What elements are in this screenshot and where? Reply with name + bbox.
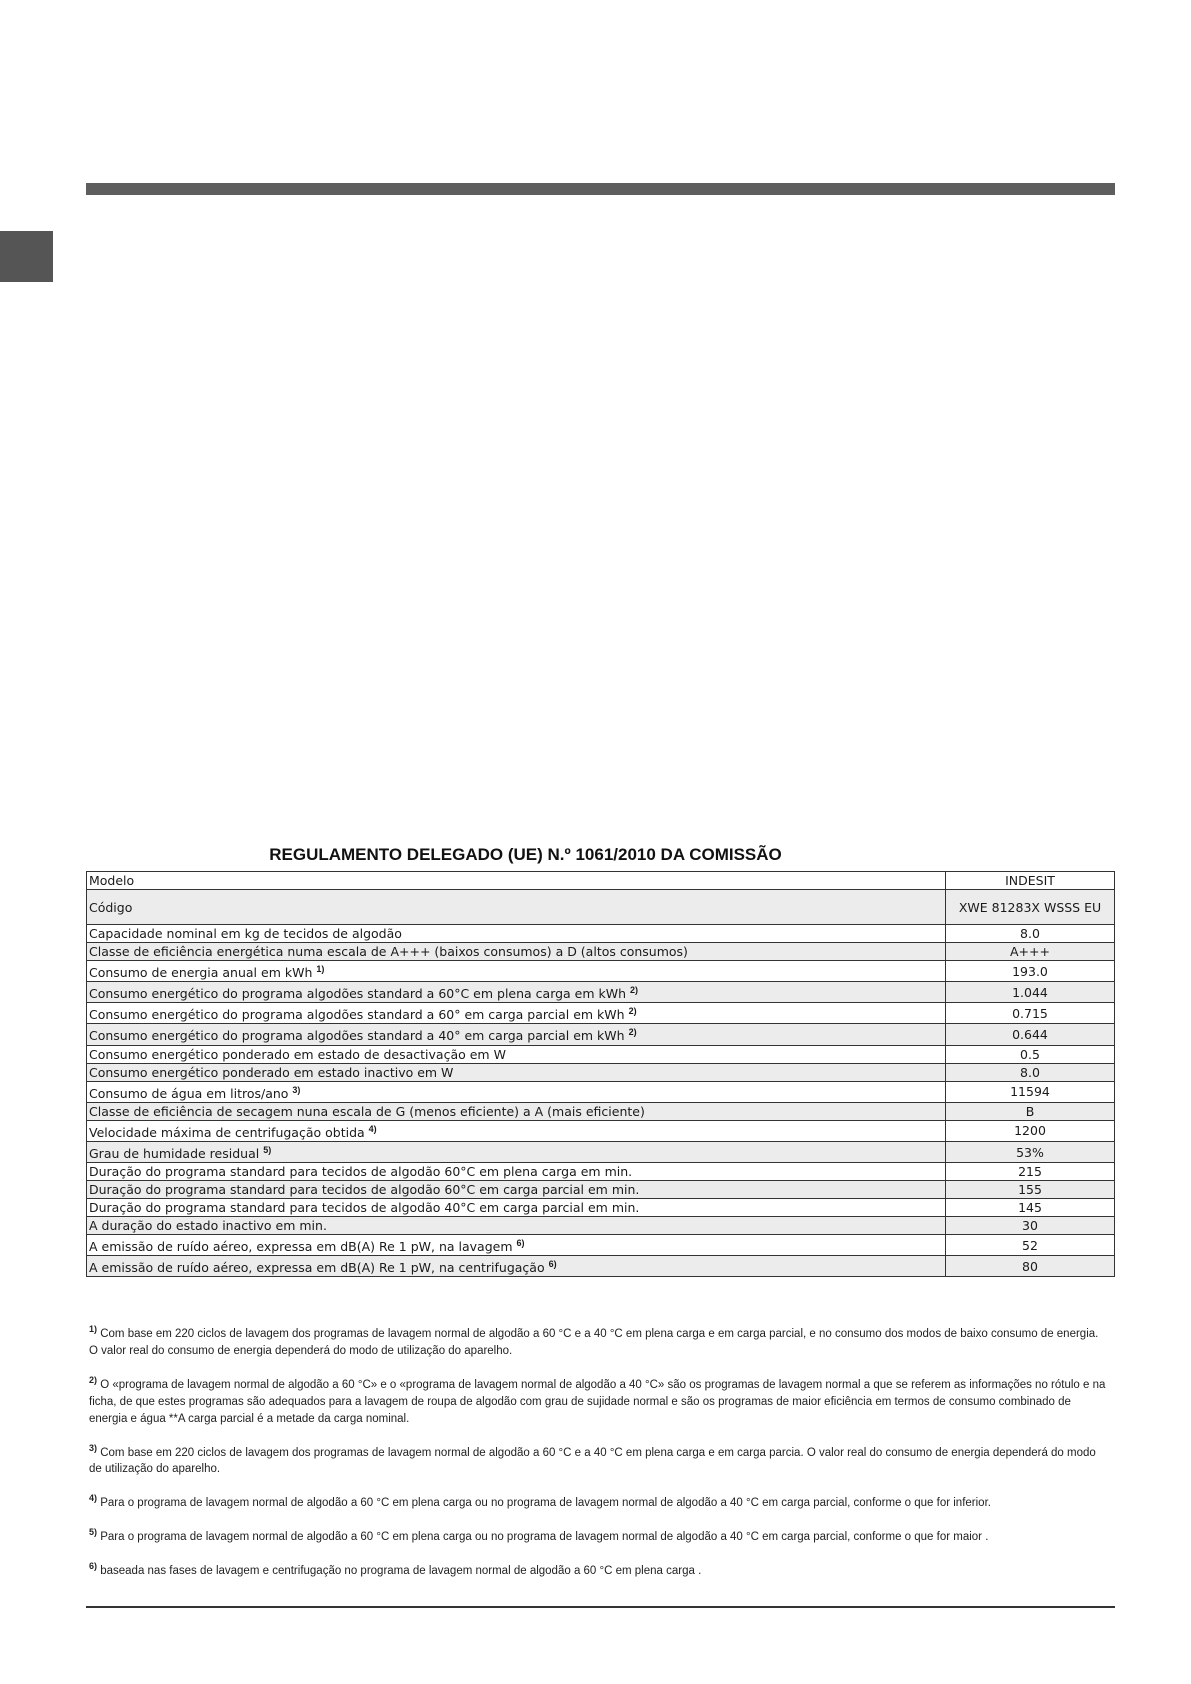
table-row	[87, 1141, 1115, 1162]
row-label: Consumo energético do programa algodões standard a 60°C em plena carga em kWh $^{2)}$	[87, 982, 946, 1003]
footnote-text: O «programa de lavagem normal de algodão a 60 °C» e o «programa de lavagem normal de algodão a 40 °C» são os programas de lavagem normal a que se referem as informações no rótulo e na ficha, de que estes programas são adequados para a lavagem de roupa de algodão com grau de sujidade normal e são os programas de maior eficiência em termos de consumo combinado de energia e água **A carga parcial é a metade da carga nominal.	[89, 1378, 1106, 1425]
footnote-number: 1)	[89, 1324, 98, 1334]
footnote-ref: 2)	[630, 985, 639, 996]
row-value: 8.0	[946, 1063, 1115, 1081]
footnote	[89, 1372, 1109, 1428]
table-row	[87, 1235, 1115, 1256]
row-value: 80	[946, 1256, 1115, 1277]
footnote-text: Para o programa de lavagem normal de algodão a 60 °C em plena carga ou no programa de lavagem normal de algodão a 40 °C em carga parcial, conforme o que for maior .	[100, 1531, 989, 1544]
table-row	[87, 1217, 1115, 1235]
table-row	[87, 1181, 1115, 1199]
row-label: Grau de humidade residual $^{5)}$	[87, 1141, 946, 1162]
row-value: 11594	[946, 1081, 1115, 1102]
row-value: 8.0	[946, 925, 1115, 943]
row-label: Velocidade máxima de centrifugação obtida $^{4)}$	[87, 1120, 946, 1141]
row-value: 1200	[946, 1120, 1115, 1141]
table-row	[87, 1003, 1115, 1024]
row-label: Classe de eficiência energética numa escala de A+++ (baixos consumos) a D (altos consumos)	[87, 943, 946, 961]
footnote-ref: 2)	[628, 1006, 637, 1017]
table-row	[87, 890, 1115, 925]
footnote-text: Com base em 220 ciclos de lavagem dos programas de lavagem normal de algodão a 60 °C e a 40 °C em plena carga e em carga parcial, e no consumo dos modos de baixo consumo de energia. O valor real do consumo de energia dependerá do modo de utilização do aparelho.	[89, 1327, 1099, 1357]
row-value: 215	[946, 1163, 1115, 1181]
table-row	[87, 982, 1115, 1003]
row-label: Classe de eficiência de secagem nuna escala de G (menos eficiente) a A (mais eficiente)	[87, 1102, 946, 1120]
row-label: A emissão de ruído aéreo, expressa em dB(A) Re 1 pW, na centrifugação $^{6)}$	[87, 1256, 946, 1277]
row-label: Capacidade nominal em kg de tecidos de algodão	[87, 925, 946, 943]
footnote	[89, 1440, 1109, 1479]
row-value: INDESIT	[946, 872, 1115, 890]
table-row	[87, 1045, 1115, 1063]
row-label: Código	[87, 890, 946, 925]
footnote-number: 2)	[89, 1374, 98, 1385]
row-label: Modelo	[87, 872, 946, 890]
row-label: Consumo energético do programa algodões standard a 40° em carga parcial em kWh $^{2)}$	[87, 1024, 946, 1045]
row-label: A duração do estado inactivo em min.	[87, 1217, 946, 1235]
footnote	[89, 1490, 1109, 1512]
regulation-title: REGULAMENTO DELEGADO (UE) N.º 1061/2010 DA COMISSÃO	[269, 845, 782, 864]
footnote	[89, 1558, 1109, 1580]
table-row	[87, 1102, 1115, 1120]
row-label: Consumo energético ponderado em estado inactivo em W	[87, 1063, 946, 1081]
footnote-ref: 3)	[292, 1084, 301, 1095]
row-label: Consumo energético ponderado em estado de desactivação em W	[87, 1045, 946, 1063]
table-row	[87, 1256, 1115, 1277]
row-value: 0.5	[946, 1045, 1115, 1063]
footnote-text: Com base em 220 ciclos de lavagem dos programas de lavagem normal de algodão a 60 °C e a 40 °C em plena carga e em carga parcia. O valor real do consumo de energia dependerá do modo de utilização do aparelho.	[89, 1446, 1096, 1476]
spec-table	[86, 871, 1115, 1277]
row-label: Consumo de energia anual em kWh $^{1)}$	[87, 961, 946, 982]
row-value: 155	[946, 1181, 1115, 1199]
table-row	[87, 961, 1115, 982]
row-value: 1.044	[946, 982, 1115, 1003]
footnote-text: baseada nas fases de lavagem e centrifugação no programa de lavagem normal de algodão a 60 °C em plena carga .	[100, 1564, 702, 1577]
footnote-ref: 2)	[628, 1027, 637, 1038]
table-row	[87, 943, 1115, 961]
footer-rule	[86, 1606, 1115, 1608]
row-label: A emissão de ruído aéreo, expressa em dB(A) Re 1 pW, na lavagem $^{6)}$	[87, 1235, 946, 1256]
table-row	[87, 1199, 1115, 1217]
footnote-text: Para o programa de lavagem normal de algodão a 60 °C em plena carga ou no programa de lavagem normal de algodão a 40 °C em carga parcial, conforme o que for inferior.	[100, 1497, 991, 1510]
footnote-ref: 5)	[263, 1144, 272, 1155]
row-value: 53%	[946, 1141, 1115, 1162]
row-value: 0.644	[946, 1024, 1115, 1045]
footnote-ref: 1)	[316, 964, 325, 974]
row-label: Consumo energético do programa algodões standard a 60° em carga parcial em kWh $^{2)}$	[87, 1003, 946, 1024]
footnote-number: 5)	[89, 1527, 98, 1538]
footnotes	[89, 1321, 1109, 1592]
row-value: XWE 81283X WSSS EU	[946, 890, 1115, 925]
row-label: Duração do programa standard para tecidos de algodão 60°C em plena carga em min.	[87, 1163, 946, 1181]
footnote	[89, 1321, 1109, 1360]
table-row	[87, 925, 1115, 943]
footnote-number: 3)	[89, 1442, 98, 1453]
table-row	[87, 1063, 1115, 1081]
row-value: 145	[946, 1199, 1115, 1217]
spec-table-body	[87, 872, 1115, 1277]
row-value: A+++	[946, 943, 1115, 961]
footnote-ref: 6)	[548, 1259, 557, 1270]
table-row	[87, 1163, 1115, 1181]
footnote-number: 4)	[89, 1493, 98, 1504]
row-label: Duração do programa standard para tecidos de algodão 40°C em carga parcial em min.	[87, 1199, 946, 1217]
table-row	[87, 1024, 1115, 1045]
footnote-ref: 6)	[516, 1238, 525, 1249]
footnote	[89, 1524, 1109, 1546]
table-row	[87, 1120, 1115, 1141]
footnote-number: 6)	[89, 1561, 98, 1572]
row-label: Duração do programa standard para tecidos de algodão 60°C em carga parcial em min.	[87, 1181, 946, 1199]
row-value: 193.0	[946, 961, 1115, 982]
header-rule	[86, 183, 1115, 195]
row-value: 30	[946, 1217, 1115, 1235]
row-value: 0.715	[946, 1003, 1115, 1024]
table-row	[87, 1081, 1115, 1102]
section-tab-marker	[0, 231, 53, 282]
row-value: B	[946, 1102, 1115, 1120]
footnote-ref: 4)	[368, 1123, 377, 1134]
row-label: Consumo de água em litros/ano $^{3)}$	[87, 1081, 946, 1102]
table-row	[87, 872, 1115, 890]
row-value: 52	[946, 1235, 1115, 1256]
